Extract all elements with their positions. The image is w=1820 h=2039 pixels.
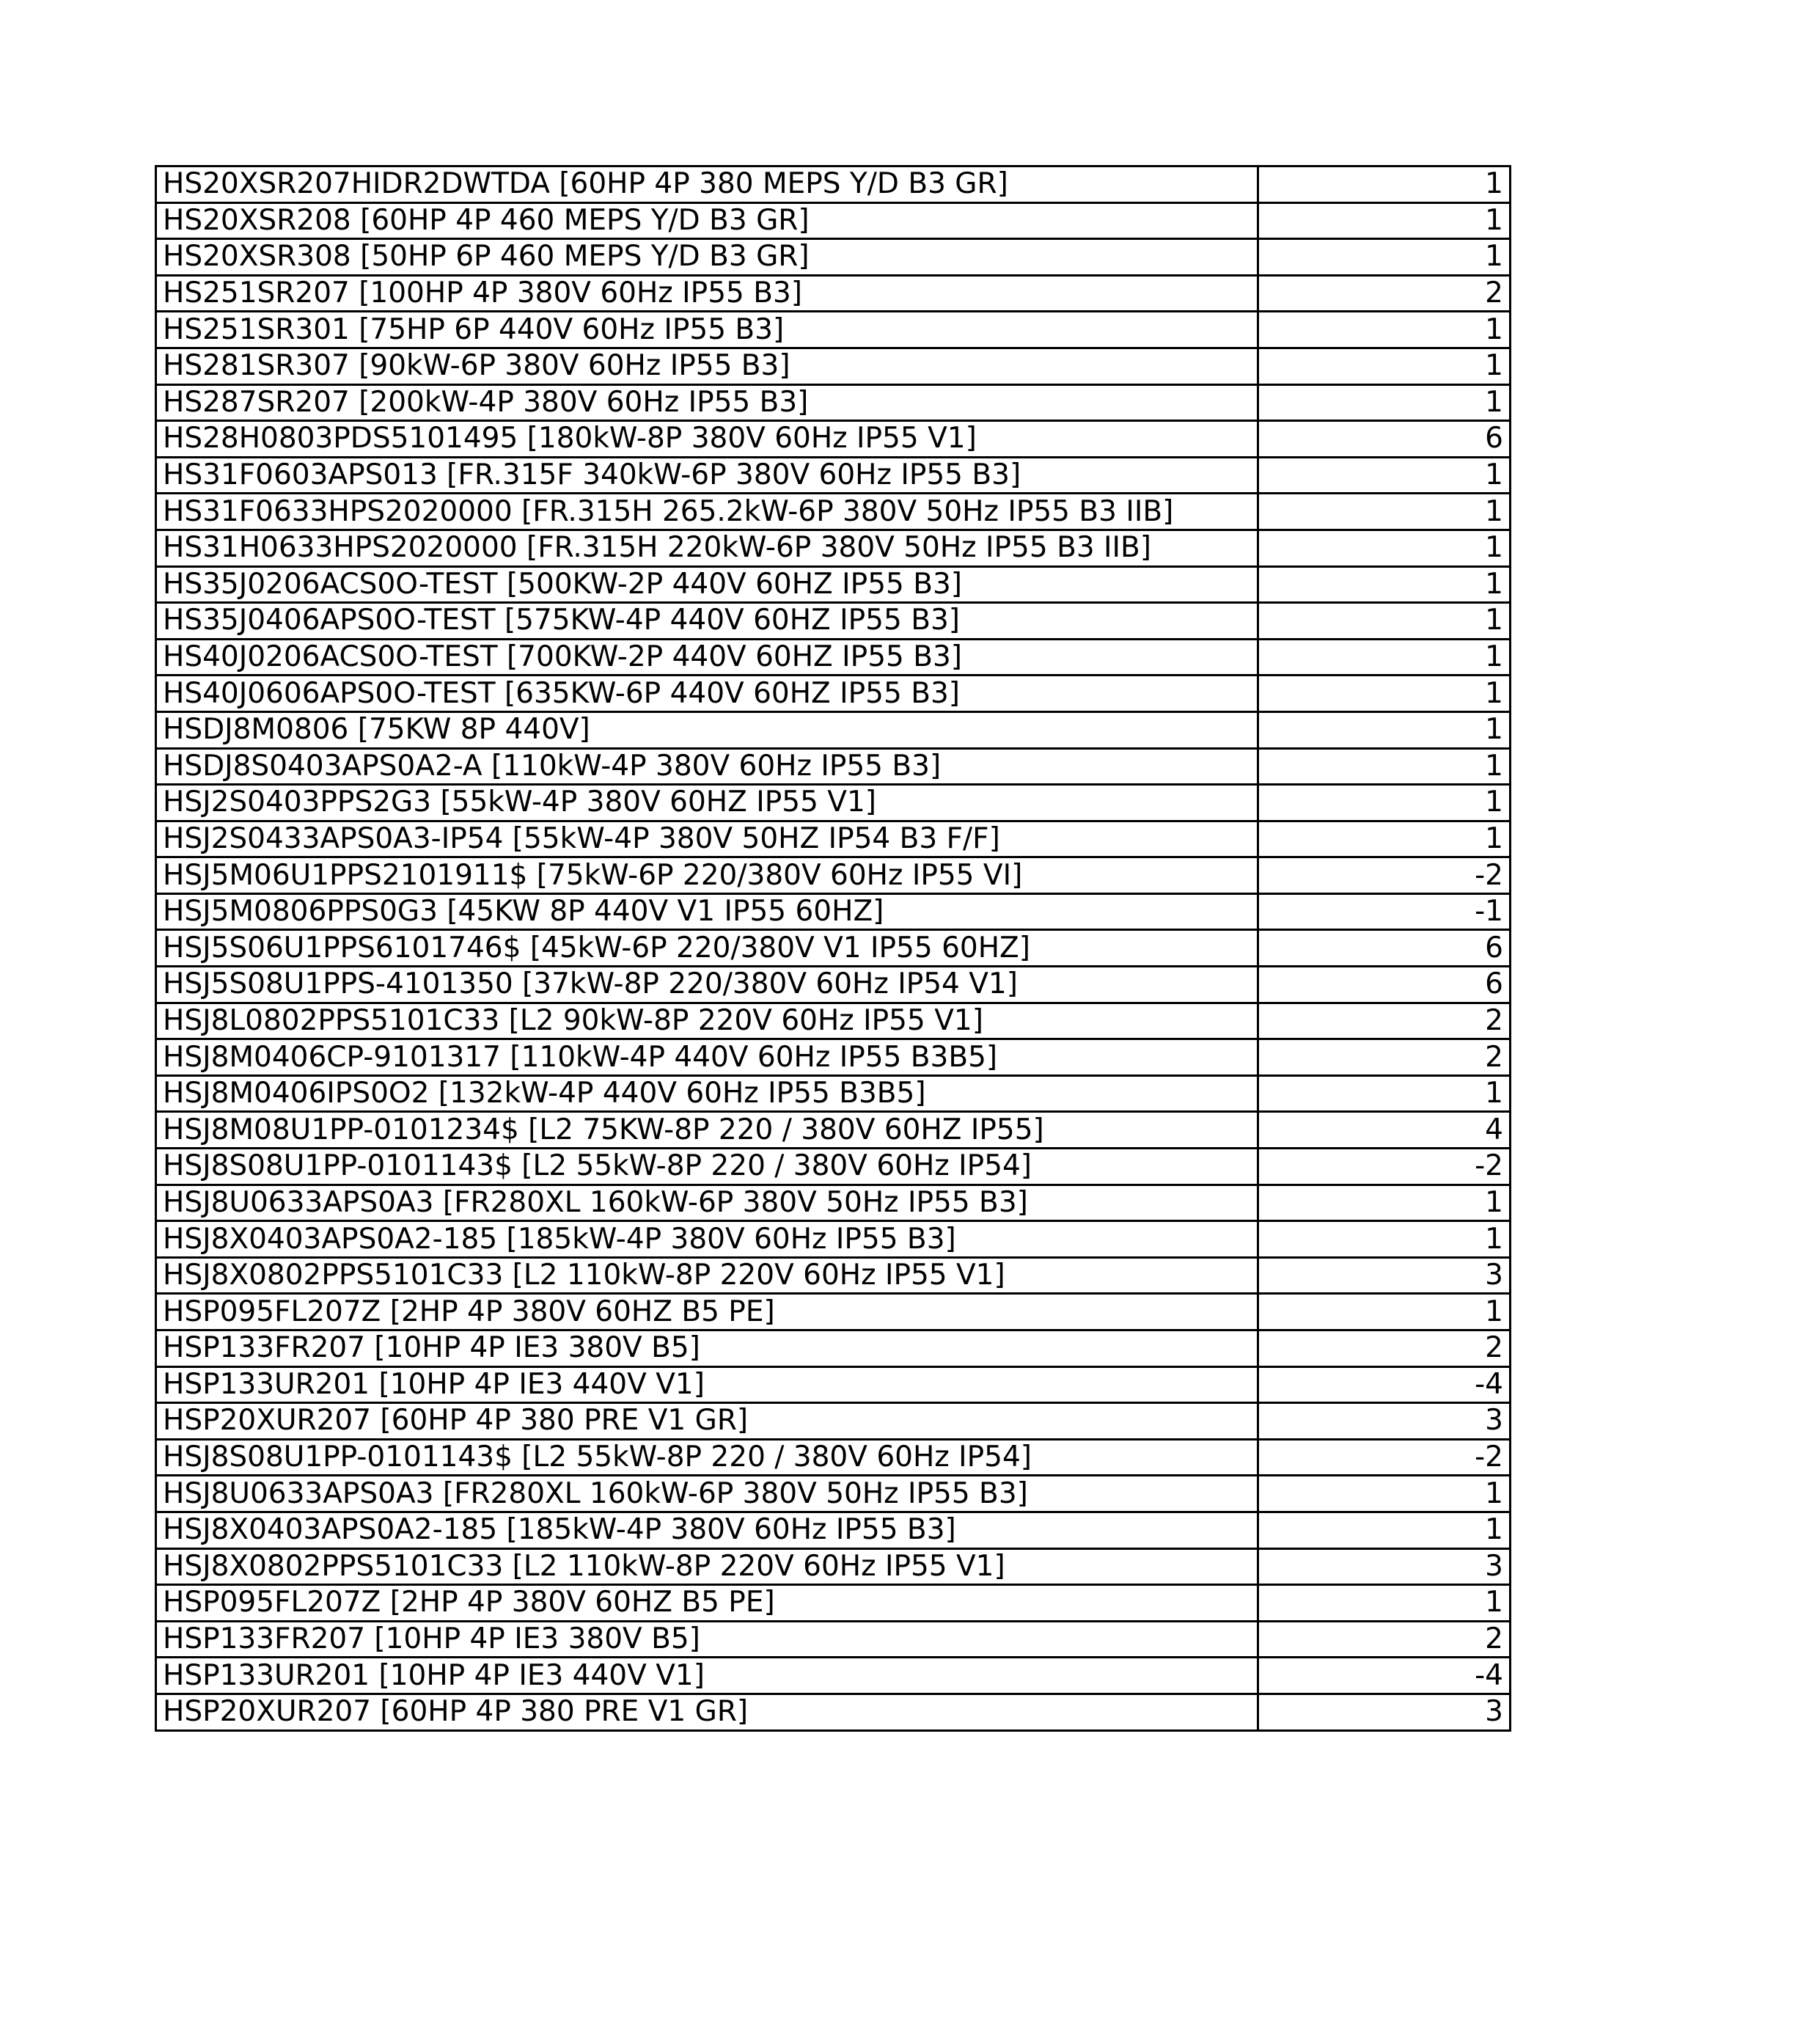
inventory-table [155,165,1511,1732]
table-row [156,1003,1511,1039]
item-quantity-cell: 1 [1258,1185,1511,1221]
item-description-cell: HSP133UR201 [10HP 4P IE3 440V V1] [156,1658,1258,1694]
table-row [156,384,1511,421]
item-description-cell: HS35J0206ACS0O-TEST [500KW-2P 440V 60HZ IP55 B3] [156,566,1258,603]
item-description-cell: HSJ8X0802PPS5101C33 [L2 110kW-8P 220V 60Hz IP55 V1] [156,1548,1258,1585]
item-quantity-cell: -4 [1258,1658,1511,1694]
table-row [156,857,1511,894]
item-quantity-cell: 1 [1258,639,1511,676]
item-description-cell: HS28H0803PDS5101495 [180kW-8P 380V 60Hz IP55 V1] [156,421,1258,458]
item-description-cell: HSJ2S0433APS0A3-IP54 [55kW-4P 380V 50HZ IP54 B3 F/F] [156,821,1258,857]
table-row [156,275,1511,312]
table-row [156,1185,1511,1221]
item-quantity-cell: 6 [1258,930,1511,967]
table-row [156,603,1511,640]
item-description-cell: HSJ8U0633APS0A3 [FR280XL 160kW-6P 380V 50Hz IP55 B3] [156,1476,1258,1512]
item-quantity-cell: -1 [1258,893,1511,930]
table-row [156,1403,1511,1440]
item-quantity-cell: 6 [1258,967,1511,1003]
item-quantity-cell: 2 [1258,1039,1511,1076]
item-description-cell: HSDJ8M0806 [75KW 8P 440V] [156,711,1258,748]
item-quantity-cell: 1 [1258,748,1511,785]
item-description-cell: HS251SR301 [75HP 6P 440V 60Hz IP55 B3] [156,312,1258,348]
item-description-cell: HS40J0606APS0O-TEST [635KW-6P 440V 60HZ IP55 B3] [156,676,1258,712]
table-row [156,494,1511,530]
item-quantity-cell: 4 [1258,1112,1511,1149]
item-quantity-cell: 1 [1258,785,1511,821]
table-row [156,893,1511,930]
item-description-cell: HS251SR207 [100HP 4P 380V 60Hz IP55 B3] [156,275,1258,312]
item-quantity-cell: 1 [1258,166,1511,203]
table-row [156,1476,1511,1512]
item-quantity-cell: 1 [1258,202,1511,239]
item-description-cell: HS20XSR308 [50HP 6P 460 MEPS Y/D B3 GR] [156,239,1258,276]
item-description-cell: HSJ8M0406IPS0O2 [132kW-4P 440V 60Hz IP55 B3B5] [156,1075,1258,1112]
item-description-cell: HSJ5M0806PPS0G3 [45KW 8P 440V V1 IP55 60HZ] [156,893,1258,930]
table-row [156,967,1511,1003]
item-quantity-cell: 1 [1258,821,1511,857]
item-quantity-cell: 3 [1258,1403,1511,1440]
table-row [156,348,1511,384]
item-quantity-cell: -4 [1258,1366,1511,1403]
item-quantity-cell: 1 [1258,603,1511,640]
table-row [156,239,1511,276]
item-quantity-cell: 1 [1258,1221,1511,1258]
item-description-cell: HS287SR207 [200kW-4P 380V 60Hz IP55 B3] [156,384,1258,421]
item-quantity-cell: 1 [1258,348,1511,384]
item-description-cell: HSDJ8S0403APS0A2-A [110kW-4P 380V 60Hz IP55 B3] [156,748,1258,785]
item-quantity-cell: 1 [1258,494,1511,530]
item-description-cell: HSJ8X0403APS0A2-185 [185kW-4P 380V 60Hz IP55 B3] [156,1221,1258,1258]
table-row [156,1366,1511,1403]
item-description-cell: HS20XSR207HIDR2DWTDA [60HP 4P 380 MEPS Y/D B3 GR] [156,166,1258,203]
item-description-cell: HS31F0603APS013 [FR.315F 340kW-6P 380V 60Hz IP55 B3] [156,457,1258,494]
table-row [156,821,1511,857]
table-row [156,1439,1511,1476]
item-quantity-cell: 3 [1258,1548,1511,1585]
item-description-cell: HSP20XUR207 [60HP 4P 380 PRE V1 GR] [156,1694,1258,1730]
table-row [156,166,1511,203]
item-description-cell: HSP20XUR207 [60HP 4P 380 PRE V1 GR] [156,1403,1258,1440]
item-description-cell: HSP095FL207Z [2HP 4P 380V 60HZ B5 PE] [156,1585,1258,1622]
table-row [156,1257,1511,1294]
item-description-cell: HSJ8S08U1PP-0101143$ [L2 55kW-8P 220 / 380V 60Hz IP54] [156,1439,1258,1476]
item-description-cell: HSP133UR201 [10HP 4P IE3 440V V1] [156,1366,1258,1403]
table-row [156,457,1511,494]
item-quantity-cell: -2 [1258,1439,1511,1476]
item-quantity-cell: 1 [1258,1294,1511,1330]
table-row [156,1294,1511,1330]
item-description-cell: HSJ5S06U1PPS6101746$ [45kW-6P 220/380V V1 IP55 60HZ] [156,930,1258,967]
item-quantity-cell: 2 [1258,1330,1511,1367]
table-row [156,421,1511,458]
item-quantity-cell: 1 [1258,384,1511,421]
table-row [156,1658,1511,1694]
table-row [156,1548,1511,1585]
item-description-cell: HSJ2S0403PPS2G3 [55kW-4P 380V 60HZ IP55 V1] [156,785,1258,821]
item-description-cell: HS281SR307 [90kW-6P 380V 60Hz IP55 B3] [156,348,1258,384]
item-description-cell: HS31F0633HPS2020000 [FR.315H 265.2kW-6P 380V 50Hz IP55 B3 IIB] [156,494,1258,530]
item-description-cell: HS35J0406APS0O-TEST [575KW-4P 440V 60HZ IP55 B3] [156,603,1258,640]
item-description-cell: HSP133FR207 [10HP 4P IE3 380V B5] [156,1330,1258,1367]
item-quantity-cell: 1 [1258,676,1511,712]
table-row [156,930,1511,967]
item-description-cell: HSJ8M08U1PP-0101234$ [L2 75KW-8P 220 / 380V 60HZ IP55] [156,1112,1258,1149]
item-description-cell: HSJ8S08U1PP-0101143$ [L2 55kW-8P 220 / 380V 60Hz IP54] [156,1149,1258,1185]
item-description-cell: HS20XSR208 [60HP 4P 460 MEPS Y/D B3 GR] [156,202,1258,239]
table-row [156,1330,1511,1367]
item-quantity-cell: -2 [1258,1149,1511,1185]
table-row [156,785,1511,821]
item-description-cell: HSJ5M06U1PPS2101911$ [75kW-6P 220/380V 60Hz IP55 VI] [156,857,1258,894]
item-quantity-cell: 3 [1258,1694,1511,1730]
table-row [156,1149,1511,1185]
item-quantity-cell: 1 [1258,566,1511,603]
table-row [156,1512,1511,1548]
item-description-cell: HSJ8U0633APS0A3 [FR280XL 160kW-6P 380V 50Hz IP55 B3] [156,1185,1258,1221]
table-row [156,748,1511,785]
table-row [156,312,1511,348]
table-row [156,1112,1511,1149]
table-row [156,530,1511,566]
table-row [156,1075,1511,1112]
table-row [156,1621,1511,1658]
item-description-cell: HSJ5S08U1PPS-4101350 [37kW-8P 220/380V 60Hz IP54 V1] [156,967,1258,1003]
item-quantity-cell: 3 [1258,1257,1511,1294]
table-row [156,711,1511,748]
item-description-cell: HS31H0633HPS2020000 [FR.315H 220kW-6P 380V 50Hz IP55 B3 IIB] [156,530,1258,566]
item-quantity-cell: 1 [1258,1512,1511,1548]
item-description-cell: HSJ8L0802PPS5101C33 [L2 90kW-8P 220V 60Hz IP55 V1] [156,1003,1258,1039]
table-row [156,202,1511,239]
item-description-cell: HSJ8X0802PPS5101C33 [L2 110kW-8P 220V 60Hz IP55 V1] [156,1257,1258,1294]
item-description-cell: HS40J0206ACS0O-TEST [700KW-2P 440V 60HZ IP55 B3] [156,639,1258,676]
item-description-cell: HSP095FL207Z [2HP 4P 380V 60HZ B5 PE] [156,1294,1258,1330]
table-row [156,566,1511,603]
item-description-cell: HSP133FR207 [10HP 4P IE3 380V B5] [156,1621,1258,1658]
item-quantity-cell: 2 [1258,1003,1511,1039]
item-description-cell: HSJ8X0403APS0A2-185 [185kW-4P 380V 60Hz IP55 B3] [156,1512,1258,1548]
item-description-cell: HSJ8M0406CP-9101317 [110kW-4P 440V 60Hz IP55 B3B5] [156,1039,1258,1076]
item-quantity-cell: 1 [1258,239,1511,276]
item-quantity-cell: 1 [1258,457,1511,494]
item-quantity-cell: 1 [1258,1075,1511,1112]
table-row [156,676,1511,712]
table-row [156,1694,1511,1730]
item-quantity-cell: 1 [1258,1585,1511,1622]
inventory-table-body [156,166,1511,1731]
item-quantity-cell: 2 [1258,1621,1511,1658]
table-row [156,639,1511,676]
table-row [156,1221,1511,1258]
item-quantity-cell: 1 [1258,1476,1511,1512]
item-quantity-cell: 1 [1258,530,1511,566]
item-quantity-cell: 1 [1258,711,1511,748]
item-quantity-cell: -2 [1258,857,1511,894]
item-quantity-cell: 2 [1258,275,1511,312]
item-quantity-cell: 1 [1258,312,1511,348]
item-quantity-cell: 6 [1258,421,1511,458]
table-row [156,1039,1511,1076]
table-row [156,1585,1511,1622]
